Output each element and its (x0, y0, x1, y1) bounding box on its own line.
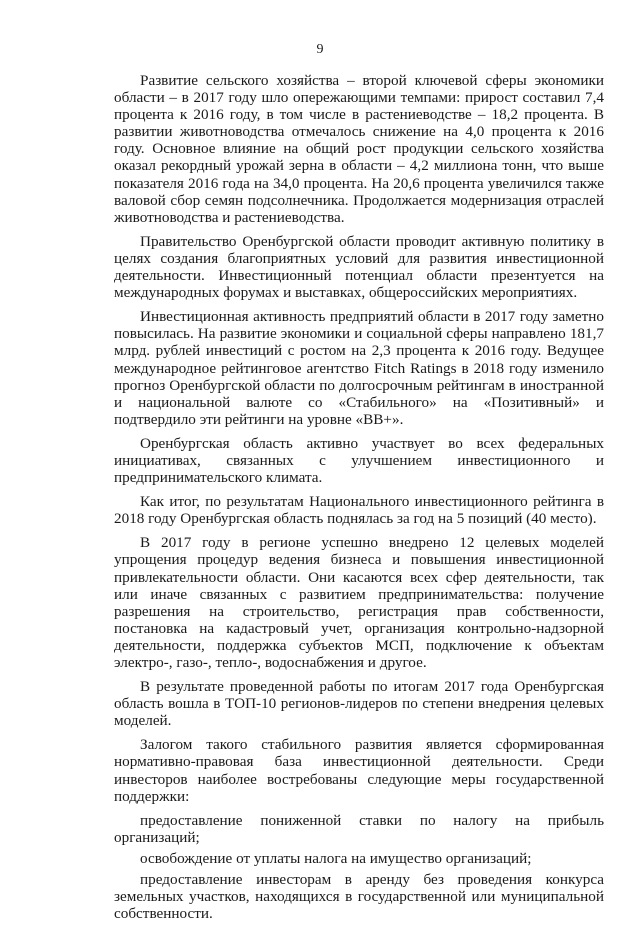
paragraph-top10: В результате проведенной работы по итогам 2017 года Оренбургская область вошла в ТОП-10 регионов-лидеров по степени внедрения целевых моделей. (114, 678, 604, 730)
list-item: предоставление инвесторам в аренду без проведения конкурса земельных участков, находящихся в государственной или муниципальной собственности. (114, 871, 604, 923)
paragraph-federal-initiatives: Оренбургская область активно участвует во всех федеральных инициативах, связанных с улучшением инвестиционного и предпринимательского климата. (114, 434, 604, 487)
paragraph-agriculture: Развитие сельского хозяйства – второй ключевой сферы экономики области – в 2017 году шло опережающими темпами: прирост составил 7,4 процента к 2016 году, в том числе в растениеводстве – 18,2 процента. В развитии животноводства отмечалось снижение на 4,0 процента к 2016 году. Основное влияние на общий рост продукции сельского хозяйства оказал рекордный урожай зерна в области – 4,2 миллиона тонн, что выше показателя 2016 года на 34,0 процента. На 20,6 процента увеличился также валовой сбор семян подсолнечника. Продолжается модернизация отраслей животноводства и растениеводства. (114, 72, 604, 226)
document-body (114, 72, 604, 926)
list-item: предоставление пониженной ставки по налогу на прибыль организаций; (114, 811, 604, 846)
paragraph-support-measures: Залогом такого стабильного развития является сформированная нормативно-правовая база инвестиционной деятельности. Среди инвесторов наиболее востребованы следующие меры государственной поддержки: (114, 736, 604, 805)
paragraph-investment-activity: Инвестиционная активность предприятий области в 2017 году заметно повысилась. На развитие экономики и социальной сферы направлено 181,7 млрд. рублей инвестиций с ростом на 2,3 процента к 2016 году. Ведущее международное рейтинговое агентство Fitch Ratings в 2018 году изменило прогноз Оренбургской области по долгосрочным рейтингам в иностранной и национальной валюте со «Стабильного» на «Позитивный» и подтвердило эти рейтинги на уровне «BB+». (114, 308, 604, 428)
list-item: освобождение от уплаты налога на имущество организаций; (140, 849, 532, 867)
paragraph-investment-rating: Как итог, по результатам Национального инвестиционного рейтинга в 2018 году Оренбургская область поднялась за год на 5 позиций (40 место). (114, 493, 604, 528)
paragraph-investment-policy: Правительство Оренбургской области проводит активную политику в целях создания благоприятных условий для развития инвестиционной деятельности. Инвестиционный потенциал области презентуется на международных форумах и выставках, общероссийских мероприятиях. (114, 232, 604, 302)
paragraph-target-models: В 2017 году в регионе успешно внедрено 12 целевых моделей упрощения процедур ведения бизнеса и повышения инвестиционной привлекательности области. Они касаются всех сфер деятельности, так или иначе связанных с развитием предпринимательства: получение разрешения на строительство, регистрация прав собственности, постановка на кадастровый учет, организация контрольно-надзорной деятельности, поддержка субъектов МСП, подключение к объектам электро-, газо-, тепло-, водоснабжения и другое. (114, 534, 604, 671)
page-number: 9 (316, 42, 324, 57)
